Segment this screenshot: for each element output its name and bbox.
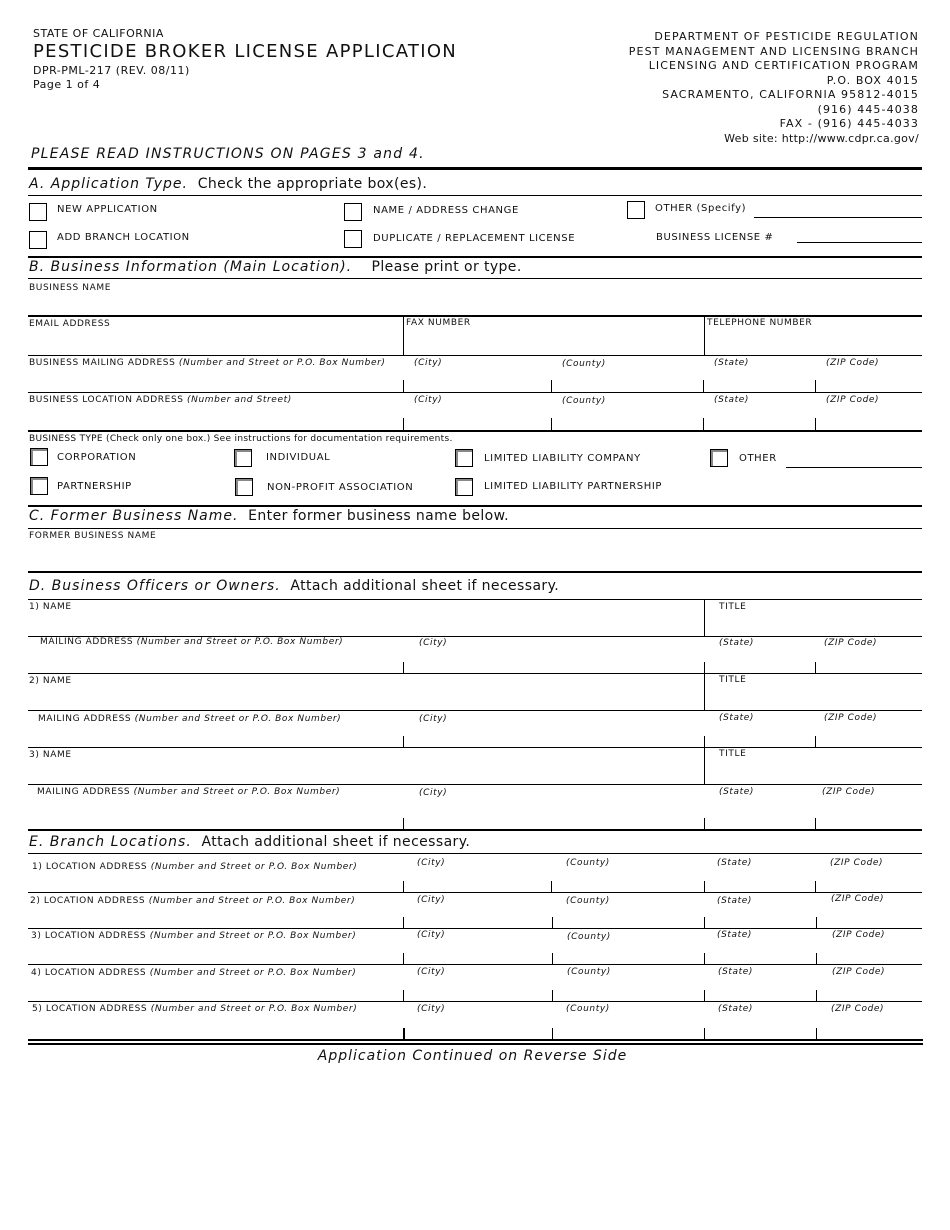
tick [704, 1028, 705, 1039]
label-location-4: 4) LOCATION ADDRESS (Number and Street or P.O. Box Number) [31, 968, 357, 978]
checkbox-new-application[interactable] [29, 203, 47, 221]
tick [815, 881, 816, 892]
tick [552, 990, 553, 1001]
dept-line-1: DEPARTMENT OF PESTICIDE REGULATION [654, 30, 919, 43]
tick [816, 917, 817, 928]
checkbox-other[interactable] [627, 201, 645, 219]
tick [403, 418, 404, 430]
bottom-rule-1 [28, 1039, 923, 1041]
label-county: (County) [562, 359, 606, 369]
top-rule [28, 167, 922, 170]
divider [403, 316, 404, 356]
label-zip: (ZIP Code) [822, 787, 876, 797]
tick [403, 662, 404, 673]
rule [28, 892, 922, 893]
tick [704, 662, 705, 673]
section-e-heading: E. Branch Locations. Attach additional sheet if necessary. [29, 834, 471, 850]
tick [403, 881, 404, 892]
checkbox-add-branch[interactable] [29, 231, 47, 249]
label-fax: FAX NUMBER [406, 318, 471, 328]
tick [703, 380, 704, 392]
rule-d-top [28, 571, 922, 573]
footer-note: Application Continued on Reverse Side [317, 1048, 628, 1064]
form-id: DPR-PML-217 (REV. 08/11) [33, 64, 190, 77]
other-specify-input[interactable] [754, 217, 922, 218]
label-zip: (ZIP Code) [832, 967, 886, 977]
tick [403, 953, 404, 964]
tick [704, 917, 705, 928]
rule-b1 [28, 278, 922, 279]
label-state: (State) [719, 638, 755, 648]
label-officer-2-title: TITLE [719, 675, 747, 685]
section-b-heading: B. Business Information (Main Location). Please print or type. [29, 259, 522, 275]
dept-line-7: FAX - (916) 445-4033 [779, 117, 919, 130]
label-nonprofit: NON-PROFIT ASSOCIATION [267, 482, 414, 493]
label-corporation: CORPORATION [57, 452, 137, 463]
label-mailing-address: BUSINESS MAILING ADDRESS (Number and Street or P.O. Box Number) [29, 358, 386, 368]
type-other-input[interactable] [786, 467, 922, 468]
label-county: (County) [566, 896, 610, 906]
label-email: EMAIL ADDRESS [29, 319, 111, 329]
label-county: (County) [567, 932, 611, 942]
tick [703, 418, 704, 430]
label-business-type: BUSINESS TYPE (Check only one box.) See instructions for documentation requirements. [29, 434, 453, 444]
rule [28, 747, 922, 748]
bottom-rule-2 [28, 1043, 923, 1045]
checkbox-llp[interactable] [455, 478, 473, 496]
tick [816, 1028, 817, 1039]
rule [28, 673, 922, 674]
label-llp: LIMITED LIABILITY PARTNERSHIP [484, 481, 663, 492]
label-zip: (ZIP Code) [830, 858, 884, 868]
label-name-change: NAME / ADDRESS CHANGE [373, 205, 519, 216]
instructions-note: PLEASE READ INSTRUCTIONS ON PAGES 3 and 4. [31, 146, 425, 162]
label-add-branch: ADD BRANCH LOCATION [57, 232, 190, 243]
label-individual: INDIVIDUAL [266, 452, 331, 463]
tick [403, 990, 404, 1001]
label-county: (County) [562, 396, 606, 406]
label-location-5: 5) LOCATION ADDRESS (Number and Street or P.O. Box Number) [32, 1004, 358, 1014]
rule-c-top [28, 505, 922, 507]
label-llc: LIMITED LIABILITY COMPANY [484, 453, 641, 464]
rule [28, 710, 922, 711]
label-location-3: 3) LOCATION ADDRESS (Number and Street or P.O. Box Number) [31, 931, 357, 941]
tick [403, 736, 404, 747]
label-county: (County) [566, 858, 610, 868]
tick [551, 881, 552, 892]
label-officer-3-name: 3) NAME [29, 750, 72, 760]
rule-e1 [28, 853, 922, 854]
tick [704, 990, 705, 1001]
tick [704, 736, 705, 747]
rule-b3 [28, 355, 922, 356]
rule-b5 [28, 430, 922, 432]
tick [816, 953, 817, 964]
section-d-heading: D. Business Officers or Owners. Attach additional sheet if necessary. [29, 578, 560, 594]
checkbox-type-other[interactable] [710, 449, 728, 467]
tick [552, 953, 553, 964]
tick [815, 736, 816, 747]
label-state: (State) [718, 1004, 754, 1014]
label-state: (State) [717, 858, 753, 868]
label-state: (State) [714, 358, 750, 368]
label-partnership: PARTNERSHIP [57, 481, 132, 492]
rule [28, 964, 922, 965]
rule-b4 [28, 392, 922, 393]
checkbox-duplicate[interactable] [344, 230, 362, 248]
divider [704, 316, 705, 356]
label-state: (State) [719, 787, 755, 797]
label-other-specify: OTHER (Specify) [655, 203, 747, 214]
label-city: (City) [417, 967, 446, 977]
checkbox-nonprofit[interactable] [235, 478, 253, 496]
label-former-business-name: FORMER BUSINESS NAME [29, 531, 157, 541]
department-block [629, 30, 919, 146]
checkbox-name-change[interactable] [344, 203, 362, 221]
section-a-heading: A. Application Type. Check the appropriate box(es). [29, 176, 428, 192]
label-phone: TELEPHONE NUMBER [707, 318, 813, 328]
checkbox-individual[interactable] [234, 449, 252, 467]
label-zip: (ZIP Code) [831, 1004, 885, 1014]
tick [403, 1028, 405, 1039]
divider [704, 600, 705, 636]
label-county: (County) [566, 1004, 610, 1014]
label-city: (City) [419, 638, 448, 648]
tick [403, 380, 404, 392]
rule-e-top [28, 829, 922, 831]
dept-line-5: SACRAMENTO, CALIFORNIA 95812-4015 [662, 88, 919, 101]
checkbox-llc[interactable] [455, 449, 473, 467]
tick [551, 380, 552, 392]
tick [815, 380, 816, 392]
label-location-2: 2) LOCATION ADDRESS (Number and Street or P.O. Box Number) [30, 896, 356, 906]
rule-b-top [28, 256, 922, 258]
label-officer-3-title: TITLE [719, 749, 747, 759]
label-zip: (ZIP Code) [826, 358, 880, 368]
state-label: STATE OF CALIFORNIA [33, 27, 164, 40]
dept-line-3: LICENSING AND CERTIFICATION PROGRAM [648, 59, 919, 72]
label-zip: (ZIP Code) [831, 894, 885, 904]
label-location-address: BUSINESS LOCATION ADDRESS (Number and Street) [29, 395, 292, 405]
label-city: (City) [419, 714, 448, 724]
tick [403, 917, 404, 928]
tick [551, 418, 552, 430]
label-type-other: OTHER [739, 453, 777, 464]
label-state: (State) [717, 896, 753, 906]
rule [28, 928, 922, 929]
label-officer-1-title: TITLE [719, 602, 747, 612]
page-number: Page 1 of 4 [33, 78, 101, 91]
rule-d1 [28, 599, 922, 600]
label-officer-3-mailing: MAILING ADDRESS (Number and Street or P.O. Box Number) [37, 787, 341, 797]
dept-line-6: (916) 445-4038 [817, 102, 919, 116]
checkbox-corporation[interactable] [30, 448, 48, 466]
label-city: (City) [419, 788, 448, 798]
tick [552, 917, 553, 928]
label-zip: (ZIP Code) [826, 395, 880, 405]
label-new-application: NEW APPLICATION [57, 204, 158, 215]
label-officer-2-mailing: MAILING ADDRESS (Number and Street or P.O. Box Number) [38, 714, 342, 724]
business-license-input[interactable] [797, 242, 922, 243]
rule [28, 1001, 922, 1002]
tick [815, 662, 816, 673]
label-state: (State) [717, 930, 753, 940]
rule-b2 [28, 315, 922, 317]
label-officer-1-name: 1) NAME [29, 602, 72, 612]
tick [552, 1028, 553, 1039]
label-business-license: BUSINESS LICENSE # [656, 232, 774, 243]
dept-line-2: PEST MANAGEMENT AND LICENSING BRANCH [628, 44, 919, 58]
rule-c1 [28, 528, 922, 529]
label-city: (City) [417, 895, 446, 905]
tick [815, 418, 816, 430]
label-zip: (ZIP Code) [824, 638, 878, 648]
website: Web site: http://www.cdpr.ca.gov/ [724, 131, 919, 145]
form-title: PESTICIDE BROKER LICENSE APPLICATION [33, 41, 458, 62]
label-officer-2-name: 2) NAME [29, 676, 72, 686]
rule [28, 784, 922, 785]
checkbox-partnership[interactable] [30, 477, 48, 495]
rule-a [28, 195, 922, 196]
divider [704, 674, 705, 710]
label-duplicate: DUPLICATE / REPLACEMENT LICENSE [373, 233, 576, 244]
label-county: (County) [567, 967, 611, 977]
label-city: (City) [417, 930, 446, 940]
label-location-1: 1) LOCATION ADDRESS (Number and Street or P.O. Box Number) [32, 862, 358, 872]
label-zip: (ZIP Code) [824, 713, 878, 723]
label-city: (City) [417, 858, 446, 868]
label-city: (City) [417, 1004, 446, 1014]
label-city: (City) [414, 358, 443, 368]
section-c-heading: C. Former Business Name. Enter former business name below. [29, 508, 510, 524]
label-officer-1-mailing: MAILING ADDRESS (Number and Street or P.O. Box Number) [40, 637, 344, 647]
tick [816, 990, 817, 1001]
label-state: (State) [719, 713, 755, 723]
tick [704, 881, 705, 892]
tick [704, 953, 705, 964]
dept-line-4: P.O. BOX 4015 [826, 73, 919, 87]
divider [704, 748, 705, 784]
label-city: (City) [414, 395, 443, 405]
label-state: (State) [718, 967, 754, 977]
label-state: (State) [714, 395, 750, 405]
label-business-name: BUSINESS NAME [29, 283, 111, 293]
label-zip: (ZIP Code) [832, 930, 886, 940]
